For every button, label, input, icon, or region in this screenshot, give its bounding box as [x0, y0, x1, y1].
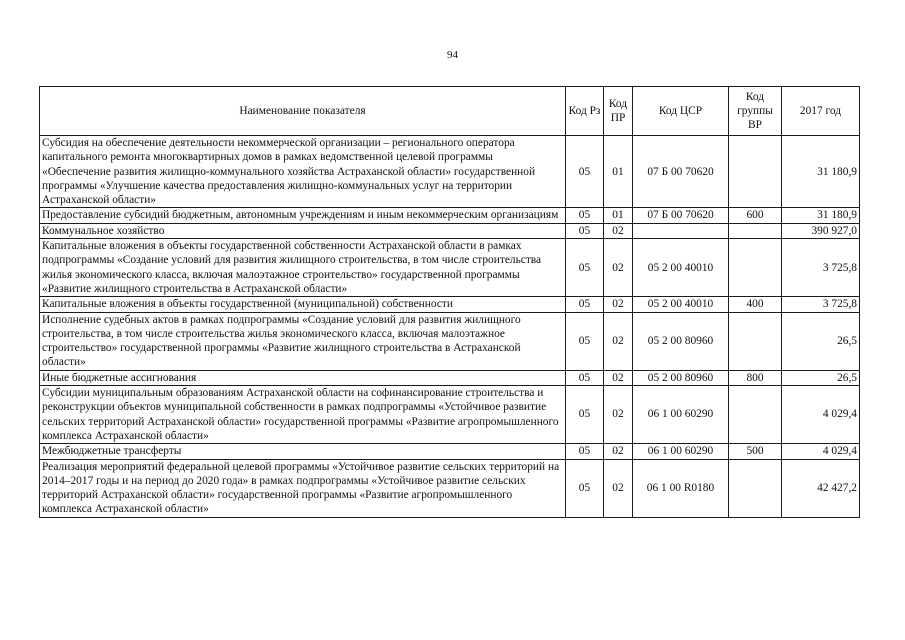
row-amount: 3 725,8 — [782, 297, 860, 312]
row-vr: 500 — [729, 444, 782, 459]
row-name: Иные бюджетные ассигнования — [40, 370, 566, 385]
row-amount: 4 029,4 — [782, 386, 860, 444]
page-number: 94 — [447, 49, 458, 61]
row-rz: 05 — [566, 312, 604, 370]
row-rz: 05 — [566, 459, 604, 517]
row-rz: 05 — [566, 223, 604, 238]
row-amount: 390 927,0 — [782, 223, 860, 238]
row-csr: 06 1 00 R0180 — [633, 459, 729, 517]
row-vr: 400 — [729, 297, 782, 312]
row-pr: 02 — [604, 370, 633, 385]
row-vr — [729, 136, 782, 208]
header-rz: Код Рз — [566, 87, 604, 136]
table-row — [40, 370, 860, 385]
row-pr: 02 — [604, 444, 633, 459]
row-rz: 05 — [566, 297, 604, 312]
row-pr: 02 — [604, 239, 633, 297]
row-amount: 3 725,8 — [782, 239, 860, 297]
row-amount: 42 427,2 — [782, 459, 860, 517]
row-csr: 05 2 00 80960 — [633, 370, 729, 385]
row-vr: 800 — [729, 370, 782, 385]
row-vr — [729, 223, 782, 238]
row-pr: 02 — [604, 297, 633, 312]
table-row — [40, 208, 860, 223]
row-csr: 05 2 00 80960 — [633, 312, 729, 370]
row-vr — [729, 386, 782, 444]
row-pr: 02 — [604, 386, 633, 444]
row-amount: 31 180,9 — [782, 136, 860, 208]
row-rz: 05 — [566, 208, 604, 223]
header-year: 2017 год — [782, 87, 860, 136]
row-name: Капитальные вложения в объекты государственной (муниципальной) собственности — [40, 297, 566, 312]
row-amount: 26,5 — [782, 312, 860, 370]
row-name: Капитальные вложения в объекты государственной собственности Астраханской области в рамках подпрограммы «Создание условий для развития жилищного строительства, в том числе строительства жилья экономического класса, включая малоэтажное строительство» государственной программы «Развитие жилищного строительства в Астраханской области» — [40, 239, 566, 297]
row-name: Исполнение судебных актов в рамках подпрограммы «Создание условий для развития жилищного строительства, в том числе строительства жилья экономического класса, включая малоэтажное строительство» государственной программы «Развитие жилищного строительства в Астраханской области» — [40, 312, 566, 370]
header-name: Наименование показателя — [40, 87, 566, 136]
table-row — [40, 136, 860, 208]
table-row — [40, 459, 860, 517]
table-row — [40, 312, 860, 370]
row-vr: 600 — [729, 208, 782, 223]
row-rz: 05 — [566, 444, 604, 459]
row-rz: 05 — [566, 136, 604, 208]
row-pr: 01 — [604, 208, 633, 223]
row-name: Реализация мероприятий федеральной целевой программы «Устойчивое развитие сельских территорий на 2014–2017 годы и на период до 2020 года» в рамках подпрограммы «Устойчивое развитие сельских территорий Астраханской области» государственной программы «Развитие агропромышленного комплекса Астраханской области» — [40, 459, 566, 517]
row-csr: 05 2 00 40010 — [633, 297, 729, 312]
row-csr — [633, 223, 729, 238]
row-csr: 05 2 00 40010 — [633, 239, 729, 297]
header-csr: Код ЦСР — [633, 87, 729, 136]
row-vr — [729, 312, 782, 370]
row-rz: 05 — [566, 239, 604, 297]
row-amount: 4 029,4 — [782, 444, 860, 459]
row-name: Межбюджетные трансферты — [40, 444, 566, 459]
row-pr: 02 — [604, 223, 633, 238]
budget-table — [39, 86, 860, 518]
row-amount: 26,5 — [782, 370, 860, 385]
table-row — [40, 239, 860, 297]
row-csr: 07 Б 00 70620 — [633, 136, 729, 208]
row-name: Субсидии муниципальным образованиям Астраханской области на софинансирование строительства и реконструкции объектов муниципальной собственности в рамках подпрограммы «Устойчивое развитие сельских территорий Астраханской области» государственной программы «Развитие агропромышленного комплекса Астраханской области» — [40, 386, 566, 444]
row-name: Предоставление субсидий бюджетным, автономным учреждениям и иным некоммерческим организациям — [40, 208, 566, 223]
row-csr: 06 1 00 60290 — [633, 444, 729, 459]
row-amount: 31 180,9 — [782, 208, 860, 223]
table-header-row — [40, 87, 860, 136]
table-row — [40, 386, 860, 444]
row-pr: 01 — [604, 136, 633, 208]
header-vr: Код группы ВР — [729, 87, 782, 136]
row-pr: 02 — [604, 459, 633, 517]
row-csr: 07 Б 00 70620 — [633, 208, 729, 223]
row-csr: 06 1 00 60290 — [633, 386, 729, 444]
table-row — [40, 444, 860, 459]
row-vr — [729, 239, 782, 297]
row-pr: 02 — [604, 312, 633, 370]
table-row — [40, 297, 860, 312]
row-vr — [729, 459, 782, 517]
table-row — [40, 223, 860, 238]
row-rz: 05 — [566, 370, 604, 385]
row-rz: 05 — [566, 386, 604, 444]
row-name: Субсидия на обеспечение деятельности некоммерческой организации – регионального оператора капитального ремонта многоквартирных домов в рамках ведомственной целевой программы «Обеспечение развития жилищно-коммунального хозяйства Астраханской области» государственной программы «Улучшение качества предоставления жилищно-коммунальных услуг на территории Астраханской области» — [40, 136, 566, 208]
row-name: Коммунальное хозяйство — [40, 223, 566, 238]
header-pr: Код ПР — [604, 87, 633, 136]
